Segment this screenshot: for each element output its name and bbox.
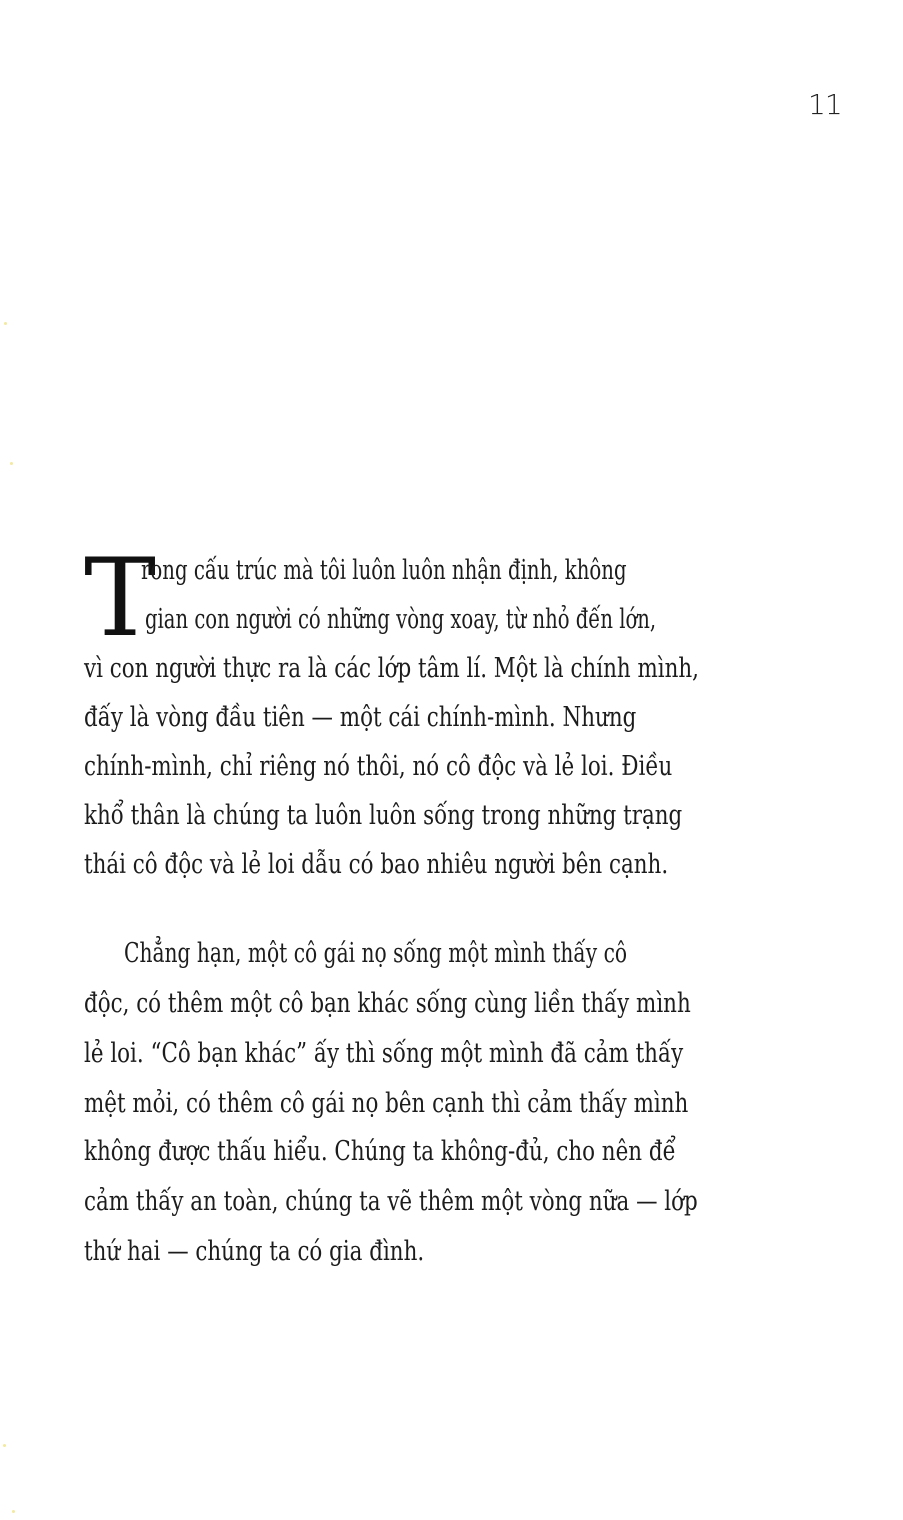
paragraph-line: thứ hai — chúng ta có gia đình. [84,1236,425,1267]
paragraph-line: mệt mỏi, có thêm cô gái nọ bên cạnh thì cảm thấy mình [84,1088,689,1119]
paragraph-line: lẻ loi. “Cô bạn khác” ấy thì sống một mình đã cảm thấy [84,1038,684,1069]
scan-speck [10,462,13,465]
scan-speck [12,1510,15,1513]
paragraph-line: đấy là vòng đầu tiên — một cái chính-mình. Nhưng [84,702,637,733]
paragraph-line: Chẳng hạn, một cô gái nọ sống một mình thấy cô [124,938,628,969]
drop-cap: T [84,536,157,661]
paragraph-line: rong cấu trúc mà tôi luôn luôn nhận định, không [141,555,627,586]
paragraph-line: gian con người có những vòng xoay, từ nhỏ đến lớn, [145,604,657,635]
scan-speck [3,1444,6,1447]
paragraph-line: cảm thấy an toàn, chúng ta vẽ thêm một vòng nữa — lớp [84,1186,698,1217]
paragraph-line: khổ thân là chúng ta luôn luôn sống trong những trạng [84,800,683,831]
paragraph-line: không được thấu hiểu. Chúng ta không-đủ, cho nên để [84,1136,676,1167]
paragraph-line: thái cô độc và lẻ loi dẫu có bao nhiêu người bên cạnh. [84,849,669,880]
paragraph-line: chính-mình, chỉ riêng nó thôi, nó cô độc và lẻ loi. Điều [84,751,673,782]
paragraph-line: độc, có thêm một cô bạn khác sống cùng liền thấy mình [84,988,691,1019]
scan-speck [4,322,7,325]
page-number: 11 [808,88,842,121]
paragraph-line: vì con người thực ra là các lớp tâm lí. Một là chính mình, [84,653,699,684]
